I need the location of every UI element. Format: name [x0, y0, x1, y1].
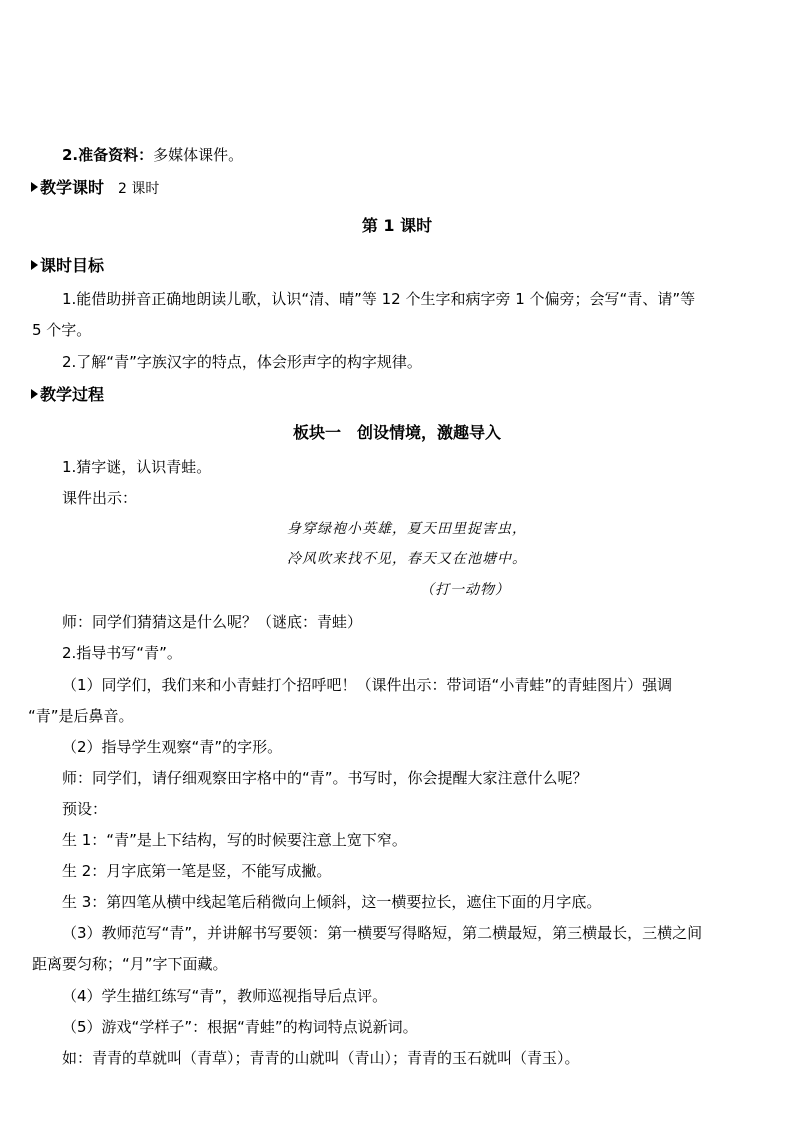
section-process [31, 384, 104, 406]
prep-text: 多媒体课件。 [153, 146, 244, 164]
prep-line [62, 145, 243, 165]
paragraph: 如：青青的草就叫（青草）；青青的山就叫（青山）；青青的玉石就叫（青玉）。 [62, 1049, 580, 1067]
paragraph: 生 2：月字底第一笔是竖，不能写成撇。 [62, 862, 332, 880]
goal-item-2: 2.了解“青”字族汉字的特点，体会形声字的构字规律。 [62, 353, 422, 371]
paragraph: 2.指导书写“青”。 [62, 644, 182, 662]
triangle-bullet-icon [31, 182, 38, 192]
paragraph: （1）同学们，我们来和小青蛙打个招呼吧！（课件出示：带词语“小青蛙”的青蛙图片）强调 [62, 676, 673, 694]
riddle-line: 身穿绿袍小英雄，夏天田里捉害虫， [287, 521, 527, 537]
goals-heading: 课时目标 [40, 256, 105, 275]
paragraph: （3）教师范写“青”，并讲解书写要领：第一横要写得略短，第二横最短，第三横最长，三横之间 [62, 924, 703, 942]
riddle-hint: （打一动物） [420, 582, 510, 598]
paragraph: 1.猜字谜，认识青蛙。 [62, 458, 212, 476]
paragraph: （5）游戏“学样子”：根据“青蛙”的构词特点说新词。 [62, 1018, 418, 1036]
prep-label: 2.准备资料： [62, 146, 154, 164]
goal-item-1-line-2: 5 个字。 [32, 321, 92, 339]
paragraph: 生 3：第四笔从横中线起笔后稍微向上倾斜，这一横要拉长，遮住下面的月字底。 [62, 893, 602, 911]
section-lesson-time [31, 177, 159, 200]
goal-item-1-line-1: 1.能借助拼音正确地朗读儿歌，认识“清、晴”等 12 个生字和病字旁 1 个偏旁；会写“青、请”等 [62, 290, 696, 308]
triangle-bullet-icon [31, 389, 38, 399]
lesson-title: 第 1 课时 [361, 216, 433, 235]
section-goals [31, 255, 104, 277]
paragraph: （4）学生描红练写“青”，教师巡视指导后点评。 [62, 987, 388, 1005]
paragraph: （2）指导学生观察“青”的字形。 [62, 738, 283, 756]
lesson-time-heading: 教学课时 [40, 178, 105, 197]
lesson-time-value: 2 课时 [118, 181, 160, 197]
paragraph: 生 1：“青”是上下结构，写的时候要注意上宽下窄。 [62, 831, 407, 849]
block-title: 板块一 创设情境，激趣导入 [292, 423, 501, 442]
paragraph: “青”是后鼻音。 [28, 707, 134, 725]
paragraph: 师：同学们，请仔细观察田字格中的“青”。书写时，你会提醒大家注意什么呢？ [62, 769, 588, 787]
paragraph: 距离要匀称；“月”字下面藏。 [32, 955, 228, 973]
process-heading: 教学过程 [40, 385, 105, 404]
triangle-bullet-icon [31, 260, 38, 270]
paragraph: 课件出示： [62, 489, 138, 507]
paragraph: 预设： [62, 800, 108, 818]
paragraph: 师：同学们猜猜这是什么呢？（谜底：青蛙） [62, 613, 363, 631]
riddle-line: 冷风吹来找不见，春天又在池塘中。 [287, 551, 527, 567]
